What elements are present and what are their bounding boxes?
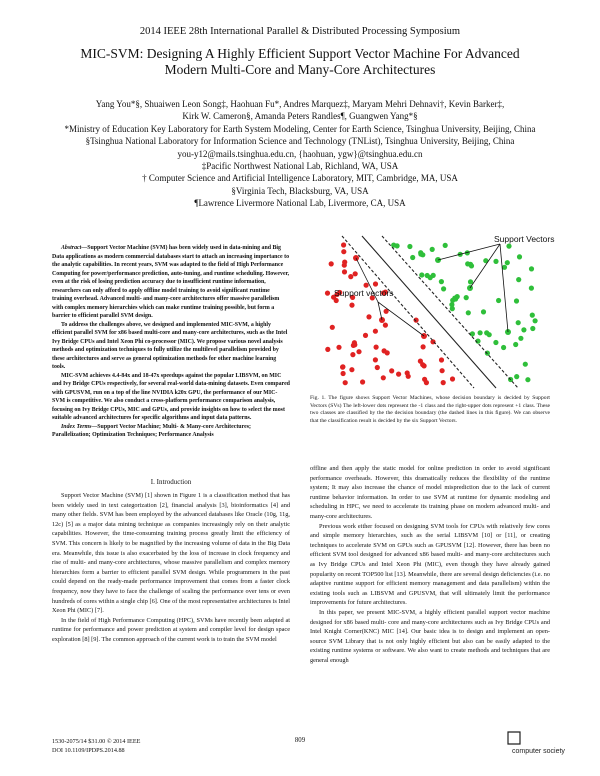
positive-class-dot bbox=[450, 306, 455, 311]
positive-class-dot bbox=[505, 260, 510, 265]
figure-caption: Fig. 1. The figure shows Support Vector Machines, whose decision boundary is decided by Support Vectors (SVs) The left-lower dots represent the -1 class and the right-upper dots represent +1 class. These two classes are classified by the the decision boundary (the dashed lines in this figure). We can observe that the classification result is decided by the six Support Vectors. bbox=[310, 395, 550, 424]
negative-class-dot bbox=[373, 281, 378, 286]
positive-class-dot bbox=[481, 309, 486, 314]
negative-class-dot bbox=[343, 380, 348, 385]
abstract bbox=[52, 244, 290, 440]
negative-class-dot bbox=[349, 303, 354, 308]
negative-class-dot bbox=[424, 380, 429, 385]
body-paragraph: In the field of High Performance Computing (HPC), SVMs have recently been adapted at runtime for performance and power prediction at system and compiler level for design space exploration [8] [9]. The common approach of the current work is to train the SVM model bbox=[52, 616, 290, 643]
negative-class-dot bbox=[340, 365, 345, 370]
author-line: Kirk W. Cameron§, Amanda Peters Randles¶, Guangwen Yang*§ bbox=[182, 111, 418, 122]
negative-class-dot bbox=[420, 362, 425, 367]
paper-title: MIC-SVM: Designing A Highly Efficient Support Vector Machine For Advanced Modern Multi-Core and Many-Core Architectures bbox=[80, 46, 520, 77]
negative-class-dot bbox=[383, 323, 388, 328]
positive-class-dot bbox=[521, 327, 526, 332]
negative-class-dot bbox=[375, 365, 380, 370]
index-terms-label: Index Terms bbox=[61, 423, 92, 430]
affiliation-line: §Tsinghua National Laboratory for Information Science and Technology (TNList), Tsinghua University, Beijing, China bbox=[85, 136, 515, 147]
positive-class-dot bbox=[514, 298, 519, 303]
affiliation-line: you-y12@mails.tsinghua.edu.cn, {haohuan, ygw}@tsinghua.edu.cn bbox=[177, 148, 423, 159]
label-support-vectors-top: Support Vectors bbox=[494, 234, 555, 244]
abstract-paragraph: MIC-SVM achieves 4.4-84x and 18-47x speedups against the popular LIBSVM, on MIC and Ivy Bridge CPUs respectively, for several real-world data-mining datasets. Even compared with GPUSVM, run on a top of the line NVIDIA k20x GPU, the performance of our MIC-SVM is competitive. We also conduct a cross-platform performance comparison analysis, focusing on Ivy Bridge CPUs, MIC and GPUs, and provide insights on how to select the most suitable advanced architectures for specific algorithms and input data patterns. bbox=[52, 372, 290, 421]
negative-class-dot bbox=[352, 340, 357, 345]
affiliation-line: §Virginia Tech, Blacksburg, VA, USA bbox=[231, 185, 369, 196]
affiliation-line: *Ministry of Education Key Laboratory for Earth System Modeling, Center for Earth Science, Tsinghua University, Beijing, China bbox=[64, 123, 536, 134]
page-number: 809 bbox=[294, 737, 306, 744]
negative-class-dot bbox=[389, 368, 394, 373]
arrow bbox=[500, 244, 508, 332]
footer-doi-line: DOI 10.1109/IPDPS.2014.88 bbox=[52, 747, 125, 754]
positive-class-dot bbox=[506, 244, 511, 249]
negative-class-dot bbox=[325, 291, 330, 296]
label-support-vectors-left: Support vectors bbox=[334, 288, 394, 298]
negative-class-dot bbox=[405, 370, 410, 375]
body-paragraph: Support Vector Machine (SVM) [1] shown in Figure 1 is a classification method that has been widely used in text categorization [2], financial analysis [3], bioinformatics [4] and many other fields. SVM has been employed by the advanced databases like Oracle (10g, 11g, 12c) [5] as a major data mining technique as companies increasingly rely on their analytic capabilities. However, the time-consuming training process greatly limit the efficiency of SVM. This concern is likely to be magnified by the increasing volume of data in the Big Data era. Meanwhile, this issue is also exacerbated by the loss of increase in clock frequency and rise of multi- and many-core architectures, whose massive parallelism and complex memory hierarchies form a barrier to efficient parallel SVM design. While programmers in the past could depend on the ready-made performance improvement that comes from a faster clock frequency, now they have to face the challenge of scaling the performance over tens or even hundreds of cores within a single chip [6]. One of the most representative architectures is Intel Xeon Phi (MIC) [7]. bbox=[52, 492, 290, 615]
negative-class-dot bbox=[374, 345, 379, 350]
positive-class-dot bbox=[468, 279, 473, 284]
positive-class-dot bbox=[516, 320, 521, 325]
positive-class-dot bbox=[466, 310, 471, 315]
negative-class-dot bbox=[450, 376, 455, 381]
negative-class-dot bbox=[330, 325, 335, 330]
negative-class-dot bbox=[349, 367, 354, 372]
body-paragraph: offline and then apply the static model for online prediction in order to avoid significant performance overheads. However, this dramatically reduces the flexibility of the runtime system; It may also increase the chance of model misprediction due to the lack of current runtime behavior information. In order to use SVM at runtime for dynamic modeling and scheduling in HPC, we need to accelerate its training phase on modern advanced multi- and many-core architectures. bbox=[310, 465, 550, 520]
positive-class-dot bbox=[395, 243, 400, 248]
footer-price-line: 1530-2075/14 $31.00 © 2014 IEEE bbox=[52, 738, 141, 745]
negative-class-dot bbox=[341, 242, 346, 247]
positive-class-dot bbox=[469, 263, 474, 268]
body-paragraph: Previous work either focused on designing SVM tools for CPUs with relatively few cores and simple memory hierarchies, such as the serial LIBSVM [10] or [11], or creating techniques to accelerate SVM on GPUs such as GPUSVM [12]. However, there has been no efficient SVM tool designed for advanced x86 based multi- and many-core architectures such as Ivy Bridge CPUs and Intel Xeon Phi (MIC), even though they have already gained popularity on recent TOP500 list [13]. Meanwhile, there are several design deficiencies (i.e. no adaptive runtime support for efficient memory management and data parallelism) within the existing tools such as LIBSVM and GPUSVM, that will ultimately limit the performance improvements for future architectures. bbox=[310, 522, 550, 607]
left-column-body bbox=[52, 491, 290, 645]
positive-class-dot bbox=[439, 279, 444, 284]
negative-class-dot bbox=[414, 318, 419, 323]
positive-class-dot bbox=[514, 374, 519, 379]
negative-class-dot bbox=[421, 344, 426, 349]
logo-text: computer society bbox=[512, 748, 565, 755]
positive-class-dot bbox=[533, 318, 538, 323]
positive-class-dot bbox=[470, 331, 475, 336]
negative-class-dot bbox=[381, 375, 386, 380]
negative-class-dot bbox=[363, 333, 368, 338]
section-heading: I. Introduction bbox=[150, 478, 192, 486]
positive-class-dot bbox=[407, 244, 412, 249]
negative-class-dot bbox=[329, 261, 334, 266]
affiliation-line: ‡Pacific Northwest National Lab, Richland, WA, USA bbox=[201, 161, 399, 172]
body-paragraph: In this paper, we present MIC-SVM, a highly efficient parallel support vector machine designed for x86 based multi- core and many-core architectures such as Ivy Bridge CPUs and Intel Knight Corner(KNC) MIC [14]. Our basic idea is to design and implement an open-source SVM Library that is not only highly efficient but also can be easily adapted to the existing runtime systems or software. We also want to create methods and techniques that are general enough bbox=[310, 608, 550, 664]
positive-class-dot bbox=[455, 294, 460, 299]
author-block bbox=[40, 98, 560, 210]
negative-class-dot bbox=[341, 371, 346, 376]
positive-class-dot bbox=[484, 330, 489, 335]
conference-header: 2014 IEEE 28th International Parallel & Distributed Processing Symposium bbox=[139, 26, 461, 37]
negative-class-dot bbox=[350, 352, 355, 357]
positive-class-dot bbox=[478, 330, 483, 335]
positive-class-dot bbox=[493, 259, 498, 264]
negative-class-dot bbox=[348, 274, 353, 279]
positive-class-dot bbox=[529, 266, 534, 271]
negative-class-dot bbox=[366, 314, 371, 319]
negative-class-dot bbox=[373, 357, 378, 362]
svm-figure bbox=[318, 234, 555, 388]
positive-class-dot bbox=[517, 254, 522, 259]
negative-class-dot bbox=[356, 349, 361, 354]
negative-class-dot bbox=[440, 368, 445, 373]
positive-class-dot bbox=[529, 286, 534, 291]
negative-class-dot bbox=[353, 271, 358, 276]
decision-boundary bbox=[362, 236, 496, 388]
abstract-paragraph: To address the challenges above, we designed and implemented MIC-SVM, a highly efficient parallel SVM for x86 based multi-core and many-core architectures, such as the Intel Ivy Bridge CPUs and Intel Xeon Phi co-processor (MIC). We propose various novel analysis methods and optimization techniques to fully utilize the multilevel parallelism provided by these architectures and serve as general optimization methods for other machine learning tools. bbox=[52, 321, 288, 370]
negative-class-dot bbox=[336, 345, 341, 350]
author-line: Yang You*§, Shuaiwen Leon Song‡, Haohuan Fu*, Andres Marquez‡, Maryam Mehri Dehnavi†, Kevin Barker‡, bbox=[95, 99, 505, 109]
abstract-paragraph: Abstract—Support Vector Machine (SVM) has been widely used in data-mining and Big Data applications as modern commercial databases start to attach an increasing importance to the analytic capabilities. In recent years, SVM was adapted to the field of High Performance Computing for power/performance prediction, auto-tuning, and runtime scheduling. However, even at the risk of losing prediction accuracy due to insufficient runtime information, researchers can only afford to apply offline model training to avoid significant runtime training overhead. Advanced multi- and many-core architectures offer massive parallelism with complex memory hierarchies which can make runtime training possible, but form a barrier to efficient parallel SVM design. bbox=[52, 245, 290, 319]
negative-class-dot bbox=[341, 249, 346, 254]
positive-class-dot bbox=[513, 342, 518, 347]
positive-class-dot bbox=[418, 252, 423, 257]
positive-class-dot bbox=[501, 345, 506, 350]
positive-class-dot bbox=[419, 272, 424, 277]
negative-class-dot bbox=[373, 329, 378, 334]
positive-class-dot bbox=[518, 336, 523, 341]
negative-class-dot bbox=[342, 260, 347, 265]
positive-class-dot bbox=[530, 326, 535, 331]
positive-class-dot bbox=[493, 340, 498, 345]
negative-class-dot bbox=[325, 347, 330, 352]
affiliation-line: † Computer Science and Artificial Intelligence Laboratory, MIT, Cambridge, MA, USA bbox=[142, 173, 458, 184]
negative-class-dot bbox=[439, 357, 444, 362]
positive-class-dot bbox=[441, 286, 446, 291]
positive-class-dot bbox=[523, 362, 528, 367]
negative-class-dot bbox=[360, 379, 365, 384]
affiliation-line: ¶Lawrence Livermore National Lab, Livermore, CA, USA bbox=[194, 198, 406, 209]
margin-line-lower bbox=[342, 236, 474, 388]
right-column-body bbox=[310, 464, 550, 665]
positive-class-dot bbox=[525, 377, 530, 382]
negative-class-dot bbox=[382, 348, 387, 353]
positive-class-dot bbox=[410, 255, 415, 260]
index-terms: Index Terms—Support Vector Machine; Multi- & Many-core Architectures; Parallelization; Optimization Techniques; Performance Analysis bbox=[52, 423, 251, 438]
negative-class-dot bbox=[342, 269, 347, 274]
positive-class-dot bbox=[443, 243, 448, 248]
positive-class-dot bbox=[430, 247, 435, 252]
negative-class-dot bbox=[396, 372, 401, 377]
abstract-label: Abstract bbox=[61, 245, 82, 251]
margin-line-upper bbox=[382, 236, 518, 388]
positive-class-dot bbox=[464, 295, 469, 300]
positive-class-dot bbox=[428, 275, 433, 280]
positive-class-dot bbox=[516, 277, 521, 282]
negative-class-dot bbox=[441, 380, 446, 385]
positive-class-dot bbox=[496, 298, 501, 303]
positive-class-dot bbox=[530, 313, 535, 318]
ieee-computer-society-logo bbox=[500, 728, 565, 758]
